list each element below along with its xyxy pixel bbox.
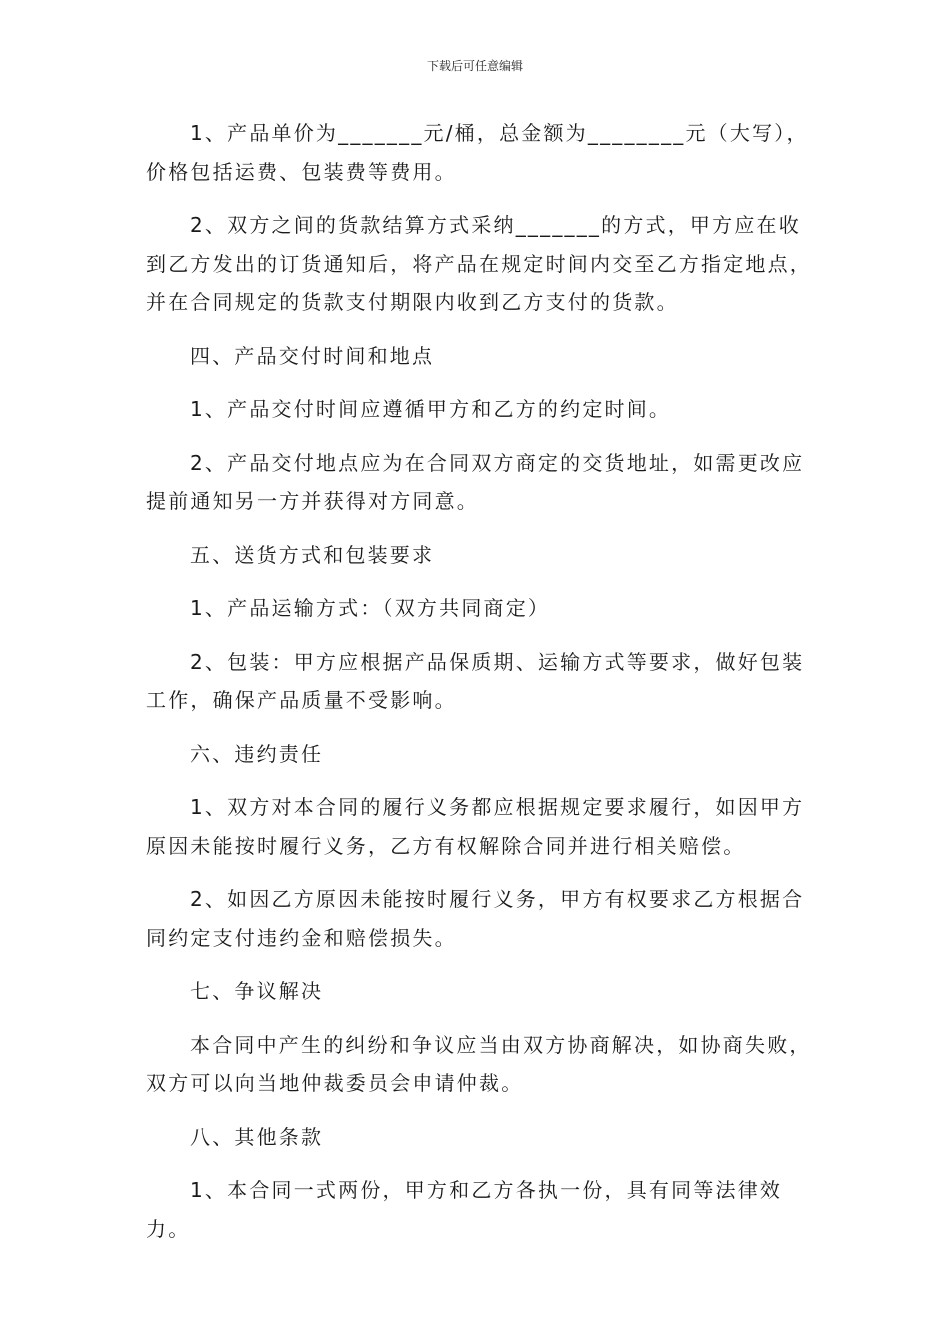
- section-heading-dispute: 七、争议解决: [190, 979, 324, 1003]
- price-clause: 1、产品单价为_______元/桶，总金额为________元（大写），价格包括运费、包装费等费用。: [146, 121, 809, 184]
- delivery-location-clause: 2、产品交付地点应为在合同双方商定的交货地址，如需更改应提前通知另一方并获得对方同意。: [146, 450, 805, 513]
- page-header: 下载后可任意编辑: [426, 59, 523, 73]
- copies-clause: 1、本合同一式两份，甲方和乙方各执一份，具有同等法律效力。: [146, 1178, 783, 1241]
- document-body: [146, 114, 822, 1248]
- section-heading-delivery-time: 四、产品交付时间和地点: [190, 343, 435, 368]
- breach-clause-party-b: 2、如因乙方原因未能按时履行义务，甲方有权要求乙方根据合同约定支付违约金和赔偿损失。: [146, 887, 805, 950]
- delivery-time-clause: 1、产品交付时间应遵循甲方和乙方的约定时间。: [190, 397, 672, 421]
- section-heading-breach: 六、违约责任: [190, 741, 324, 766]
- section-heading-other: 八、其他条款: [190, 1124, 324, 1149]
- shipping-method-clause: 1、产品运输方式：（双方共同商定）: [190, 596, 551, 620]
- section-heading-shipping: 五、送货方式和包装要求: [190, 542, 435, 567]
- packaging-clause: 2、包装：甲方应根据产品保质期、运输方式等要求，做好包装工作，确保产品质量不受影响。: [146, 649, 805, 712]
- payment-clause: 2、双方之间的货款结算方式采纳_______的方式，甲方应在收到乙方发出的订货通知后，将产品在规定时间内交至乙方指定地点，并在合同规定的货款支付期限内收到乙方支付的货款。: [146, 213, 812, 314]
- dispute-clause: 本合同中产生的纠纷和争议应当由双方协商解决，如协商失败，双方可以向当地仲裁委员会申请仲裁。: [146, 1032, 812, 1095]
- breach-clause-party-a: 1、双方对本合同的履行义务都应根据规定要求履行，如因甲方原因未能按时履行义务，乙方有权解除合同并进行相关赔偿。: [146, 795, 805, 858]
